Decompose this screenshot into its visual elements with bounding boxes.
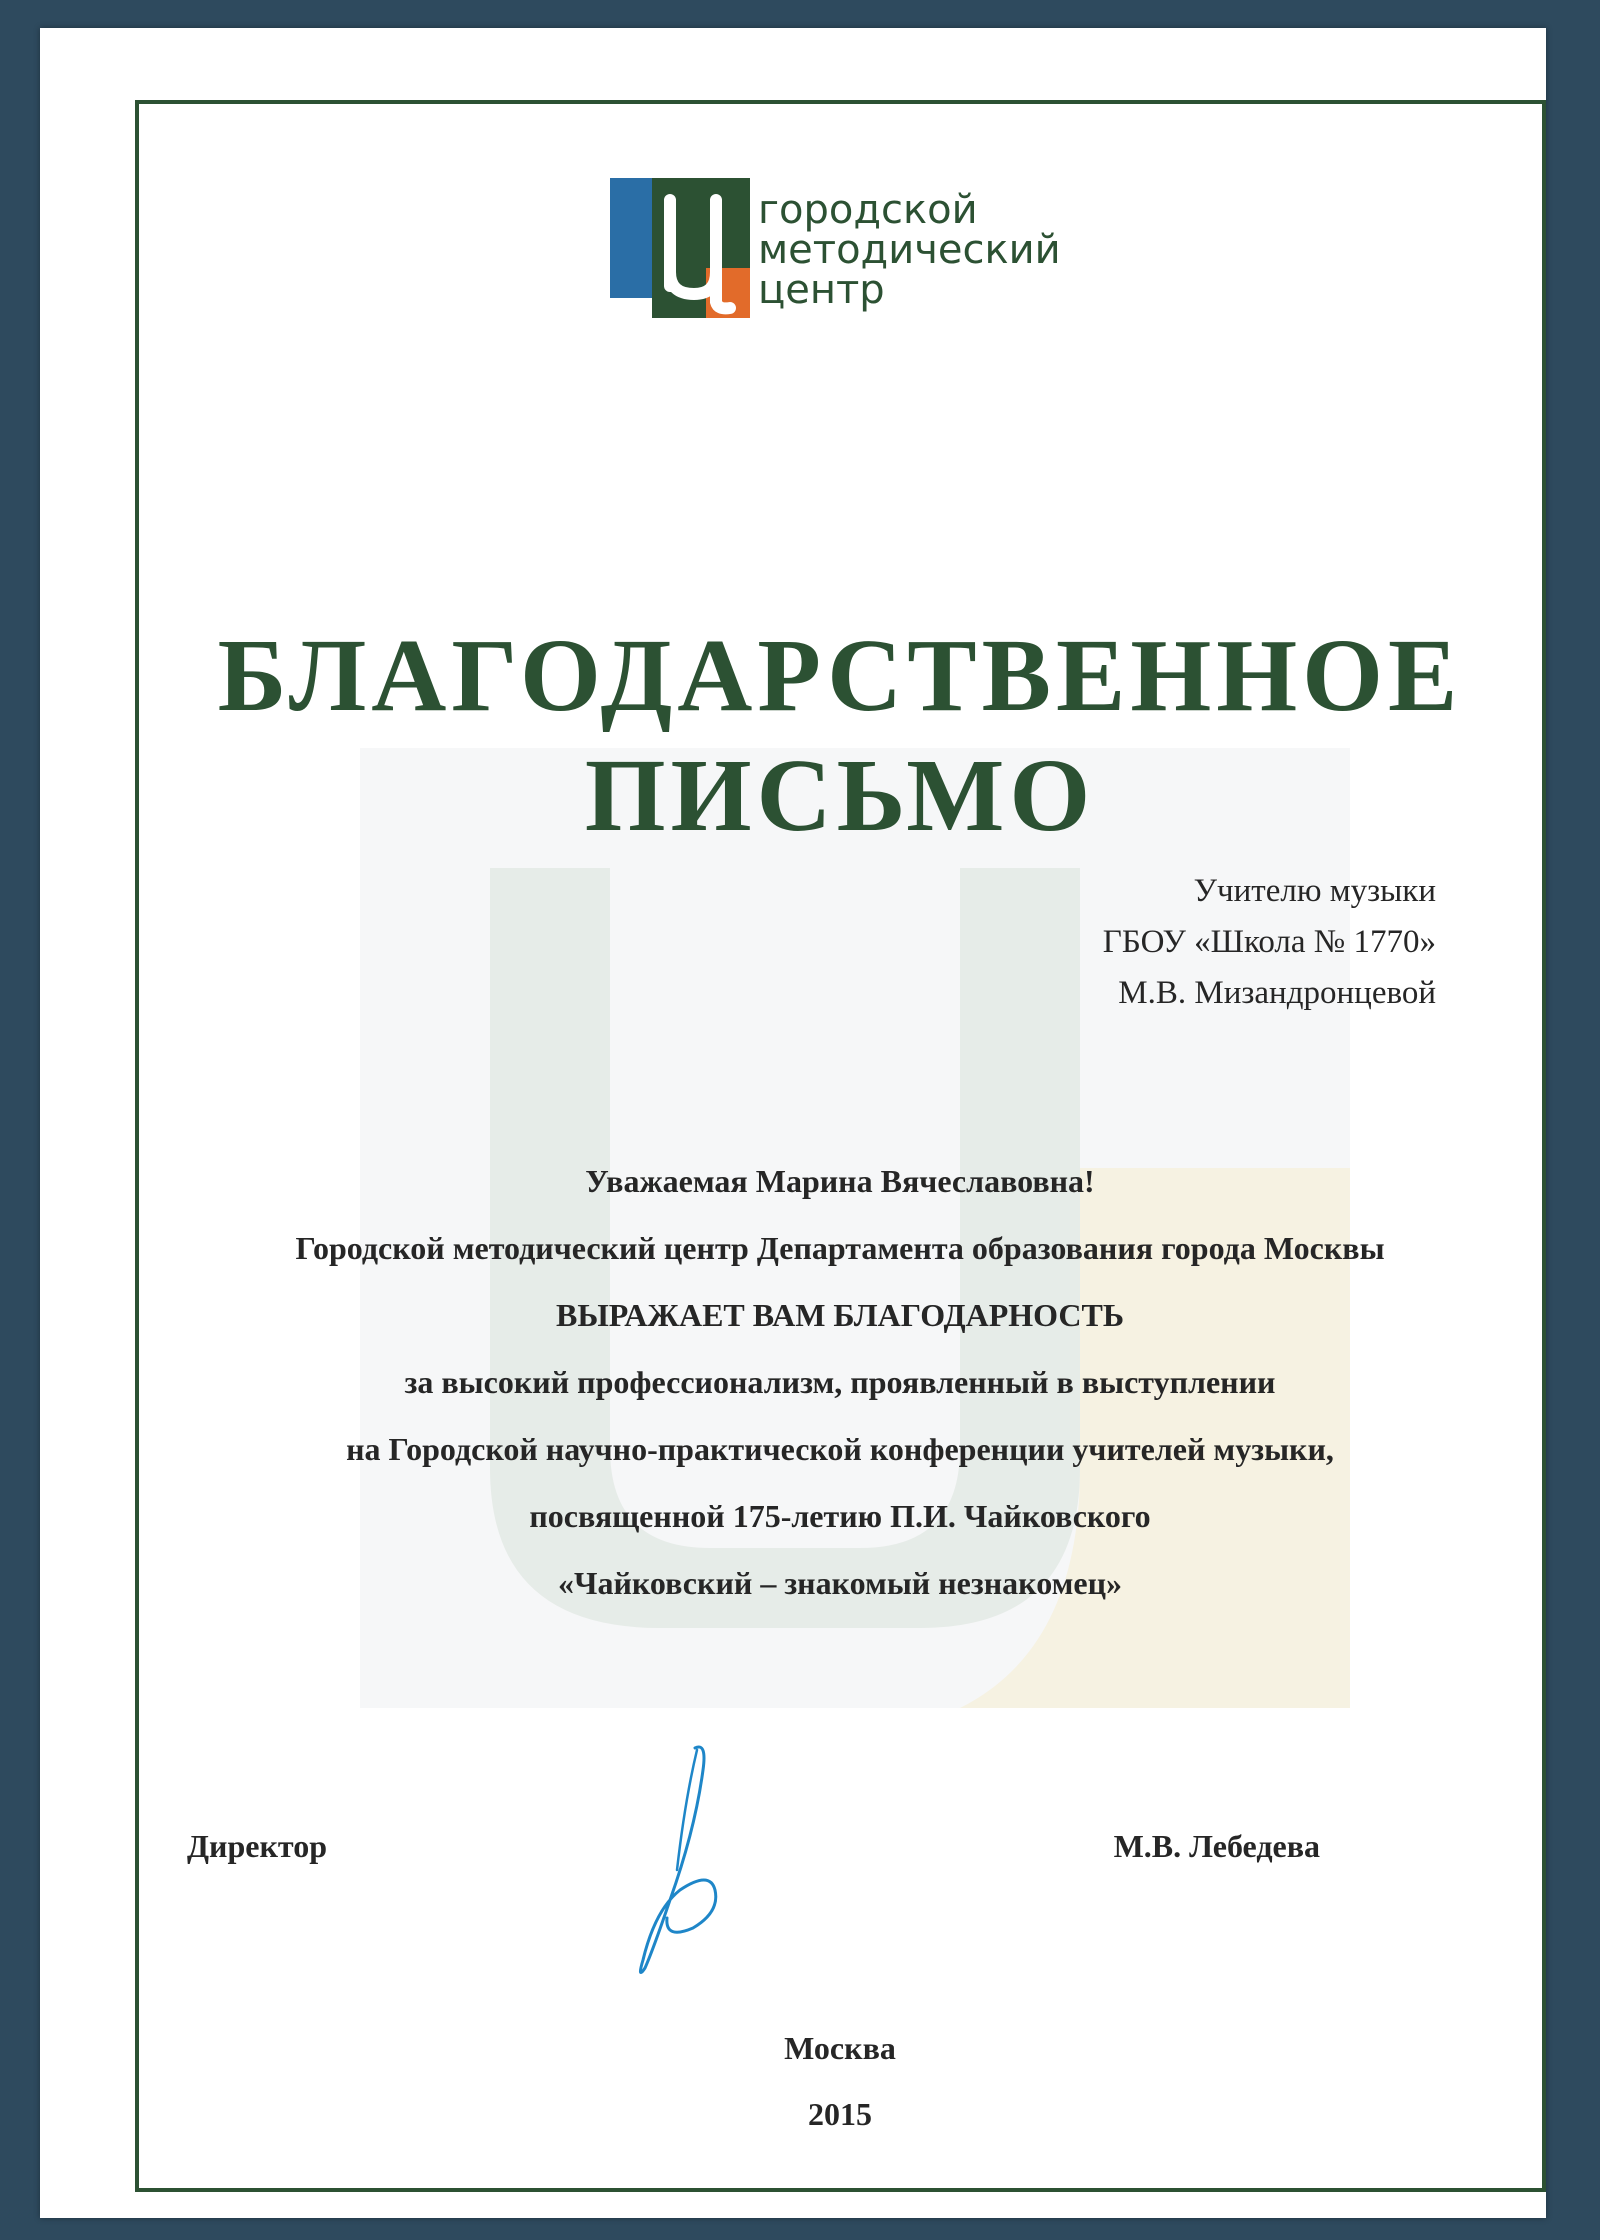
- letter-body: [140, 1148, 1540, 1617]
- logo: [610, 178, 1090, 318]
- body-line: на Городской научно-практической конференции учителей музыки,: [346, 1431, 1334, 1467]
- recipient-line-3: М.В. Мизандронцевой: [1118, 975, 1436, 1011]
- logo-line-3: центр: [758, 267, 885, 313]
- recipient-line-1: Учителю музыки: [1193, 873, 1436, 909]
- year: 2015: [808, 2096, 872, 2132]
- salutation: Уважаемая Марина Вячеславовна!: [585, 1163, 1095, 1199]
- logo-line-2: методический: [758, 227, 1061, 273]
- document-title: [140, 616, 1540, 856]
- signatory-name: М.В. Лебедева: [1113, 1828, 1320, 1864]
- body-line: «Чайковский – знакомый незнакомец»: [557, 1565, 1123, 1601]
- signatory-position: Директор: [187, 1828, 327, 1864]
- body-line: за высокий профессионализм, проявленный в выступлении: [404, 1364, 1276, 1400]
- certificate-sheet: [40, 28, 1546, 2218]
- city: Москва: [784, 2030, 896, 2066]
- logo-text: [758, 187, 1061, 313]
- logo-mark-icon: [610, 178, 750, 318]
- body-line: Городской методический центр Департамента образования города Москвы: [295, 1230, 1385, 1266]
- handwritten-signature: [625, 1740, 735, 1980]
- body-line: ВЫРАЖАЕТ ВАМ БЛАГОДАРНОСТЬ: [555, 1297, 1125, 1333]
- recipient-line-2: ГБОУ «Школа № 1770»: [1102, 924, 1436, 960]
- title-line-2: ПИСЬМО: [584, 738, 1096, 853]
- logo-line-1: городской: [758, 187, 978, 233]
- title-line-1: БЛАГОДАРСТВЕННОЕ: [217, 618, 1463, 733]
- body-line: посвященной 175-летию П.И. Чайковского: [529, 1498, 1151, 1534]
- recipient-block: [1103, 866, 1436, 1019]
